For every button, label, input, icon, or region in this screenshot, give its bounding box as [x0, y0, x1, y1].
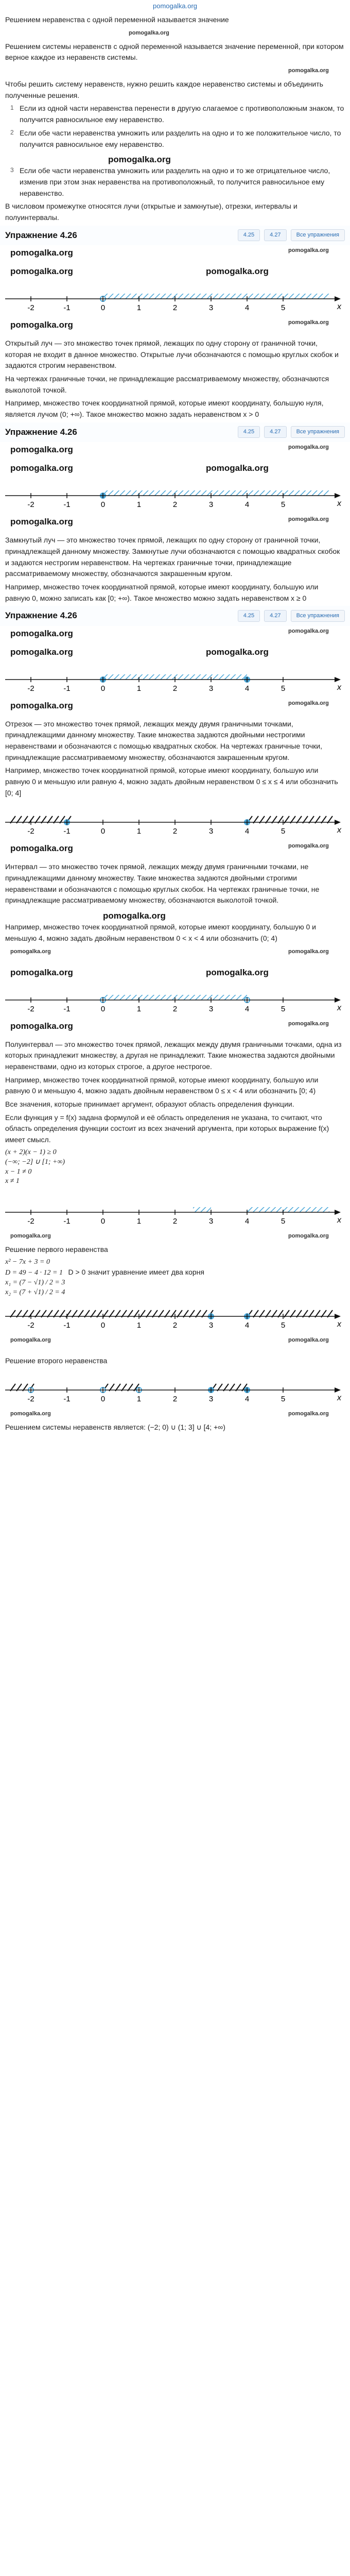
tick-label: 3 [208, 1395, 214, 1404]
tick-label: -2 [27, 1217, 34, 1226]
exercise-header [0, 606, 350, 625]
tick-label: -1 [63, 303, 71, 312]
tick-label: 4 [244, 1320, 250, 1330]
number-line-interval [0, 979, 350, 1015]
exercise-title: Упражнение 4.26 [5, 427, 77, 437]
watermark: pomogalka.org [288, 700, 329, 706]
tick-label: 4 [244, 500, 250, 510]
watermark: pomogalka.org [10, 700, 73, 710]
open-ray-drawing-note: На чертежах граничные точки, не принадлежащие рассматриваемому множеству, обозначаются выколотой точкой. [5, 375, 329, 394]
tick-label: 1 [136, 303, 142, 312]
tick-label: 4 [244, 1395, 250, 1404]
tick-label: 0 [100, 684, 106, 693]
tick-label: -2 [27, 1395, 34, 1404]
tick-label: 5 [281, 1320, 286, 1330]
final-answer: Решением системы неравенств является: (−2; 0) ∪ (1; 3] ∪ [4; +∞) [5, 1423, 225, 1432]
axis-arrow [335, 1387, 341, 1393]
watermark: pomogalka.org [206, 463, 269, 473]
formula-line: x² − 7x + 3 = 0 [5, 1258, 50, 1266]
watermark: pomogalka.org [10, 517, 73, 527]
number-line-svg [0, 278, 350, 314]
domain-definition: Все значения, которые принимает аргумент, образуют область определения функции. [5, 1099, 294, 1108]
hatched-region [103, 490, 329, 496]
exercise-title: Упражнение 4.26 [5, 230, 77, 240]
hatched-region [247, 1207, 329, 1212]
tick-label: 3 [208, 1320, 214, 1330]
axis-arrow [335, 493, 341, 498]
watermark: pomogalka.org [288, 67, 329, 74]
all-exercises-button[interactable]: Все упражнения [291, 426, 345, 438]
tick-label: -1 [63, 500, 71, 510]
tick-label: 3 [208, 500, 214, 510]
tick-label: 1 [136, 1395, 142, 1404]
axis-x-label: x [337, 1216, 341, 1225]
watermark: pomogalka.org [288, 247, 329, 253]
tick-label: 0 [100, 1217, 106, 1226]
tick-label: 0 [100, 1320, 106, 1330]
next-exercise-button[interactable]: 4.27 [264, 229, 286, 241]
closed-ray-example: Например, множество точек координатной прямой, которые имеют координату, большую или равную 0, можно записать как [0; +∞). Такое множество можно задать неравенством x ≥ 0 [5, 582, 319, 602]
second-inequality-title: Решение второго неравенства [5, 1356, 108, 1365]
number-line-svg [0, 979, 350, 1015]
axis-arrow [335, 997, 341, 1003]
watermark: pomogalka.org [288, 948, 329, 955]
next-exercise-button[interactable]: 4.27 [264, 610, 286, 622]
closed-ray-def: Замкнутый луч — это множество точек прямой, лежащих по одну сторону от граничной точки, принадлежащей данному множеству. Замкнутые лучи обозначаются с помощью квадратных скобок и задаются нестрогим неравенством. На чертежах граничные точки, принадлежащие рассматриваемому множеству, обозначаются закрашенным кругом. [5, 536, 340, 578]
site-header [0, 0, 350, 12]
number-line-solution-2 [0, 1301, 350, 1332]
axis-arrow [335, 820, 341, 825]
tick-label: 3 [208, 684, 214, 693]
tick-label: 1 [136, 1320, 142, 1330]
tick-label: 5 [281, 684, 286, 693]
axis-x-label: x [337, 1003, 341, 1012]
tick-label: 5 [281, 1217, 286, 1226]
quadratic-solution [0, 1258, 350, 1298]
tick-label: -2 [27, 827, 34, 836]
formula-line: D = 49 − 4 · 12 = 1 D > 0 значит уравнение имеет два корня [5, 1267, 204, 1277]
axis-x-label: x [337, 499, 341, 509]
watermark: pomogalka.org [103, 911, 166, 921]
formula-line: x − 1 ≠ 0 [5, 1167, 32, 1176]
number-line-segment [0, 659, 350, 695]
hatched-region [103, 294, 329, 299]
tick-label: 2 [172, 1395, 178, 1404]
half-interval-example: Например, множество точек координатной прямой, которые имеют координату, большую или равную 0 и меньшую 4, можно задать двойным неравенством 0 ≤ x < 4 или обозначить [0; 4) [5, 1075, 319, 1095]
tick-label: 1 [136, 827, 142, 836]
watermark: pomogalka.org [288, 1336, 329, 1343]
tick-label: -1 [63, 1395, 71, 1404]
tick-label: -1 [63, 1320, 71, 1330]
all-exercises-button[interactable]: Все упражнения [291, 229, 345, 241]
tick-label: 3 [208, 1004, 214, 1013]
formula-line: (−∞; −2] ∪ [1; +∞) [5, 1158, 65, 1166]
watermark: pomogalka.org [288, 444, 329, 451]
watermark: pomogalka.org [288, 319, 329, 326]
interval-example: Например, множество точек координатной прямой, которые имеют координату, большую 0 и меньшую 4, можно задать двойным неравенством 0 < x < 4 или обозначить (0; 4) [5, 923, 316, 942]
formula-line: x ≠ 1 [5, 1177, 20, 1185]
tick-label: 0 [100, 1395, 106, 1404]
open-ray-example: Например, множество точек координатной прямой, которые имеют координату, большую нуля, является лучом (0; +∞). Такое множество можно задать неравенством x > 0 [5, 399, 324, 419]
axis-x-label: x [337, 1319, 341, 1329]
tick-label: 2 [172, 1004, 178, 1013]
exercise-header [0, 422, 350, 442]
watermark: pomogalka.org [288, 516, 329, 523]
site-link[interactable]: pomogalka.org [153, 2, 197, 10]
intro-p4: В числовом промежутке относятся лучи (открытые и замкнутые), отрезки, интервалы и полуинтервалы. [5, 202, 297, 222]
watermark: pomogalka.org [10, 1233, 51, 1240]
watermark: pomogalka.org [10, 647, 73, 657]
tick-label: 4 [244, 684, 250, 693]
formula-system [0, 1148, 350, 1187]
watermark: pomogalka.org [206, 647, 269, 657]
number-line-closed-ray [0, 475, 350, 511]
formula-line: (x + 2)(x − 1) ≥ 0 [5, 1148, 57, 1156]
axis-arrow [335, 296, 341, 301]
number-line-svg [0, 1301, 350, 1332]
watermark: pomogalka.org [10, 463, 73, 473]
tick-label: 4 [244, 827, 250, 836]
watermark: pomogalka.org [10, 967, 73, 977]
segment-def: Отрезок — это множество точек прямой, лежащих между двумя граничными точками, принадлежащими данному множеству. Такие множества задаются двойными нестрогими неравенствами и обозначаются с помощью квадратных скобок. На чертежах граничные точки, принадлежащие рассматриваемому множеству, обозначаются закрашенным кругом. [5, 719, 322, 761]
domain-rule: Если функция y = f(x) задана формулой и её область определения не указана, то считают, что область определения функции состоит из всех значений аргумента, при которых выражение f(x) имеет смысл. [5, 1113, 329, 1144]
tick-label: 0 [100, 500, 106, 510]
first-inequality-title: Решение первого неравенства [5, 1245, 108, 1254]
axis-arrow [335, 1210, 341, 1215]
axis-arrow [335, 1314, 341, 1319]
tick-label: -1 [63, 1217, 71, 1226]
intro-p3: Чтобы решить систему неравенств, нужно решить каждое неравенство системы и объединить полученные решения. [5, 80, 323, 99]
tick-label: 2 [172, 500, 178, 510]
tick-label: 0 [100, 303, 106, 312]
prev-exercise-button[interactable]: 4.25 [238, 229, 260, 241]
axis-arrow [335, 677, 341, 682]
interval-def: Интервал — это множество точек прямой, лежащих между двумя граничными точками, не принадлежащими данному множеству. Такие множества задаются двойными строгими неравенствами и обозначаются с помощью круглых скобок. На чертежах граничные точки, не принадлежащие рассматриваемому множеству, обозначаются выколотой точкой. [5, 862, 320, 905]
rule-1: 1 Если из одной части неравенства перенести в другую слагаемое с противоположным знаком, то получится равносильное ему неравенство. [10, 104, 344, 124]
tick-label: 0 [100, 827, 106, 836]
number-line-svg [0, 1197, 350, 1228]
hatched-region [193, 1207, 211, 1212]
tick-label: 4 [244, 1004, 250, 1013]
tick-label: -2 [27, 684, 34, 693]
number-line-svg [0, 802, 350, 838]
tick-label: 1 [136, 1004, 142, 1013]
number-line-svg [0, 659, 350, 695]
number-line-segment-hatched [0, 802, 350, 838]
tick-label: -1 [63, 684, 71, 693]
prev-exercise-button[interactable]: 4.25 [238, 610, 260, 622]
tick-label: 1 [136, 500, 142, 510]
tick-label: 1 [136, 684, 142, 693]
tick-label: 5 [281, 827, 286, 836]
number-line-svg [0, 1369, 350, 1405]
watermark: pomogalka.org [288, 1020, 329, 1027]
watermark: pomogalka.org [10, 1336, 51, 1343]
exercise-pager [238, 610, 345, 622]
open-ray-def: Открытый луч — это множество точек прямой, лежащих по одну сторону от граничной точки, которая не входит в данное множество. Открытые лучи обозначаются с помощью круглых скобок и задаются строгим неравенством. [5, 338, 339, 370]
tick-label: 2 [172, 827, 178, 836]
tick-label: -1 [63, 827, 71, 836]
next-exercise-button[interactable]: 4.27 [264, 426, 286, 438]
tick-label: 2 [172, 1320, 178, 1330]
watermark: pomogalka.org [129, 29, 169, 36]
tick-label: -2 [27, 500, 34, 510]
tick-label: -2 [27, 1320, 34, 1330]
tick-label: 1 [136, 1217, 142, 1226]
number-line-svg [0, 475, 350, 511]
exercise-header [0, 226, 350, 245]
watermark: pomogalka.org [10, 319, 73, 330]
half-interval-def: Полуинтервал — это множество точек прямой, лежащих между двумя граничными точками, одна из которых принадлежит множеству, а другая не принадлежит. Такие множества задаются двойными неравенствами, одно из которых строгое, а другое нестрогое. [5, 1040, 342, 1071]
number-line-solution-1 [0, 1197, 350, 1228]
watermark: pomogalka.org [288, 1233, 329, 1240]
watermark: pomogalka.org [10, 1021, 73, 1031]
tick-label: -1 [63, 1004, 71, 1013]
watermark: pomogalka.org [10, 843, 73, 854]
tick-label: 3 [208, 303, 214, 312]
watermark: pomogalka.org [10, 266, 73, 276]
tick-label: -2 [27, 303, 34, 312]
tick-label: 5 [281, 303, 286, 312]
axis-x-label: x [337, 302, 341, 311]
tick-label: 2 [172, 1217, 178, 1226]
exercise-title: Упражнение 4.26 [5, 611, 77, 621]
watermark: pomogalka.org [288, 628, 329, 634]
tick-label: 4 [244, 303, 250, 312]
axis-x-label: x [337, 1394, 341, 1403]
tick-label: 5 [281, 1395, 286, 1404]
formula-line: x₁ = (7 − √1) / 2 = 3 [5, 1278, 65, 1286]
watermark: pomogalka.org [10, 628, 73, 638]
tick-label: 4 [244, 1217, 250, 1226]
axis-x-label: x [337, 683, 341, 692]
all-exercises-button[interactable]: Все упражнения [291, 610, 345, 622]
watermark: pomogalka.org [10, 247, 73, 258]
intro-p1: Решением неравенства с одной переменной называется значение [5, 15, 229, 24]
tick-label: 5 [281, 500, 286, 510]
tick-label: 2 [172, 684, 178, 693]
watermark: pomogalka.org [10, 1411, 51, 1417]
tick-label: 3 [208, 827, 214, 836]
rule-3: 3 Если обе части неравенства умножить или разделить на одно и то же отрицательное число, изменив при этом знак неравенства на противоположный, то получится равносильное ему неравенство. [10, 166, 330, 197]
watermark: pomogalka.org [206, 967, 269, 977]
tick-label: 2 [172, 303, 178, 312]
watermark: pomogalka.org [10, 948, 51, 955]
formula-line: x₂ = (7 + √1) / 2 = 4 [5, 1288, 65, 1296]
tick-label: 0 [100, 1004, 106, 1013]
tick-label: -2 [27, 1004, 34, 1013]
rule-2: 2 Если обе части неравенства умножить или разделить на одно и то же положительное число, то получится равносильное ему неравенство. [10, 128, 341, 148]
watermark: pomogalka.org [206, 266, 269, 276]
watermark: pomogalka.org [288, 1411, 329, 1417]
axis-x-label: x [337, 826, 341, 835]
tick-label: 5 [281, 1004, 286, 1013]
watermark: pomogalka.org [10, 445, 73, 455]
watermark: pomogalka.org [288, 843, 329, 850]
prev-exercise-button[interactable]: 4.25 [238, 426, 260, 438]
intro-p2: Решением системы неравенств с одной переменной называется значение переменной, при котором верное каждое из неравенств системы. [5, 42, 344, 62]
exercise-pager [238, 426, 345, 438]
number-line-solution-3 [0, 1369, 350, 1405]
watermark: pomogalka.org [108, 155, 171, 165]
segment-example: Например, множество точек координатной прямой, которые имеют координату, большую или равную 0 и меньшую или равную 4, можно задать двойным неравенством 0 ≤ x ≤ 4 или обозначить [0; 4] [5, 766, 338, 797]
exercise-pager [238, 229, 345, 241]
tick-label: 3 [208, 1217, 214, 1226]
number-line-open-ray [0, 278, 350, 314]
